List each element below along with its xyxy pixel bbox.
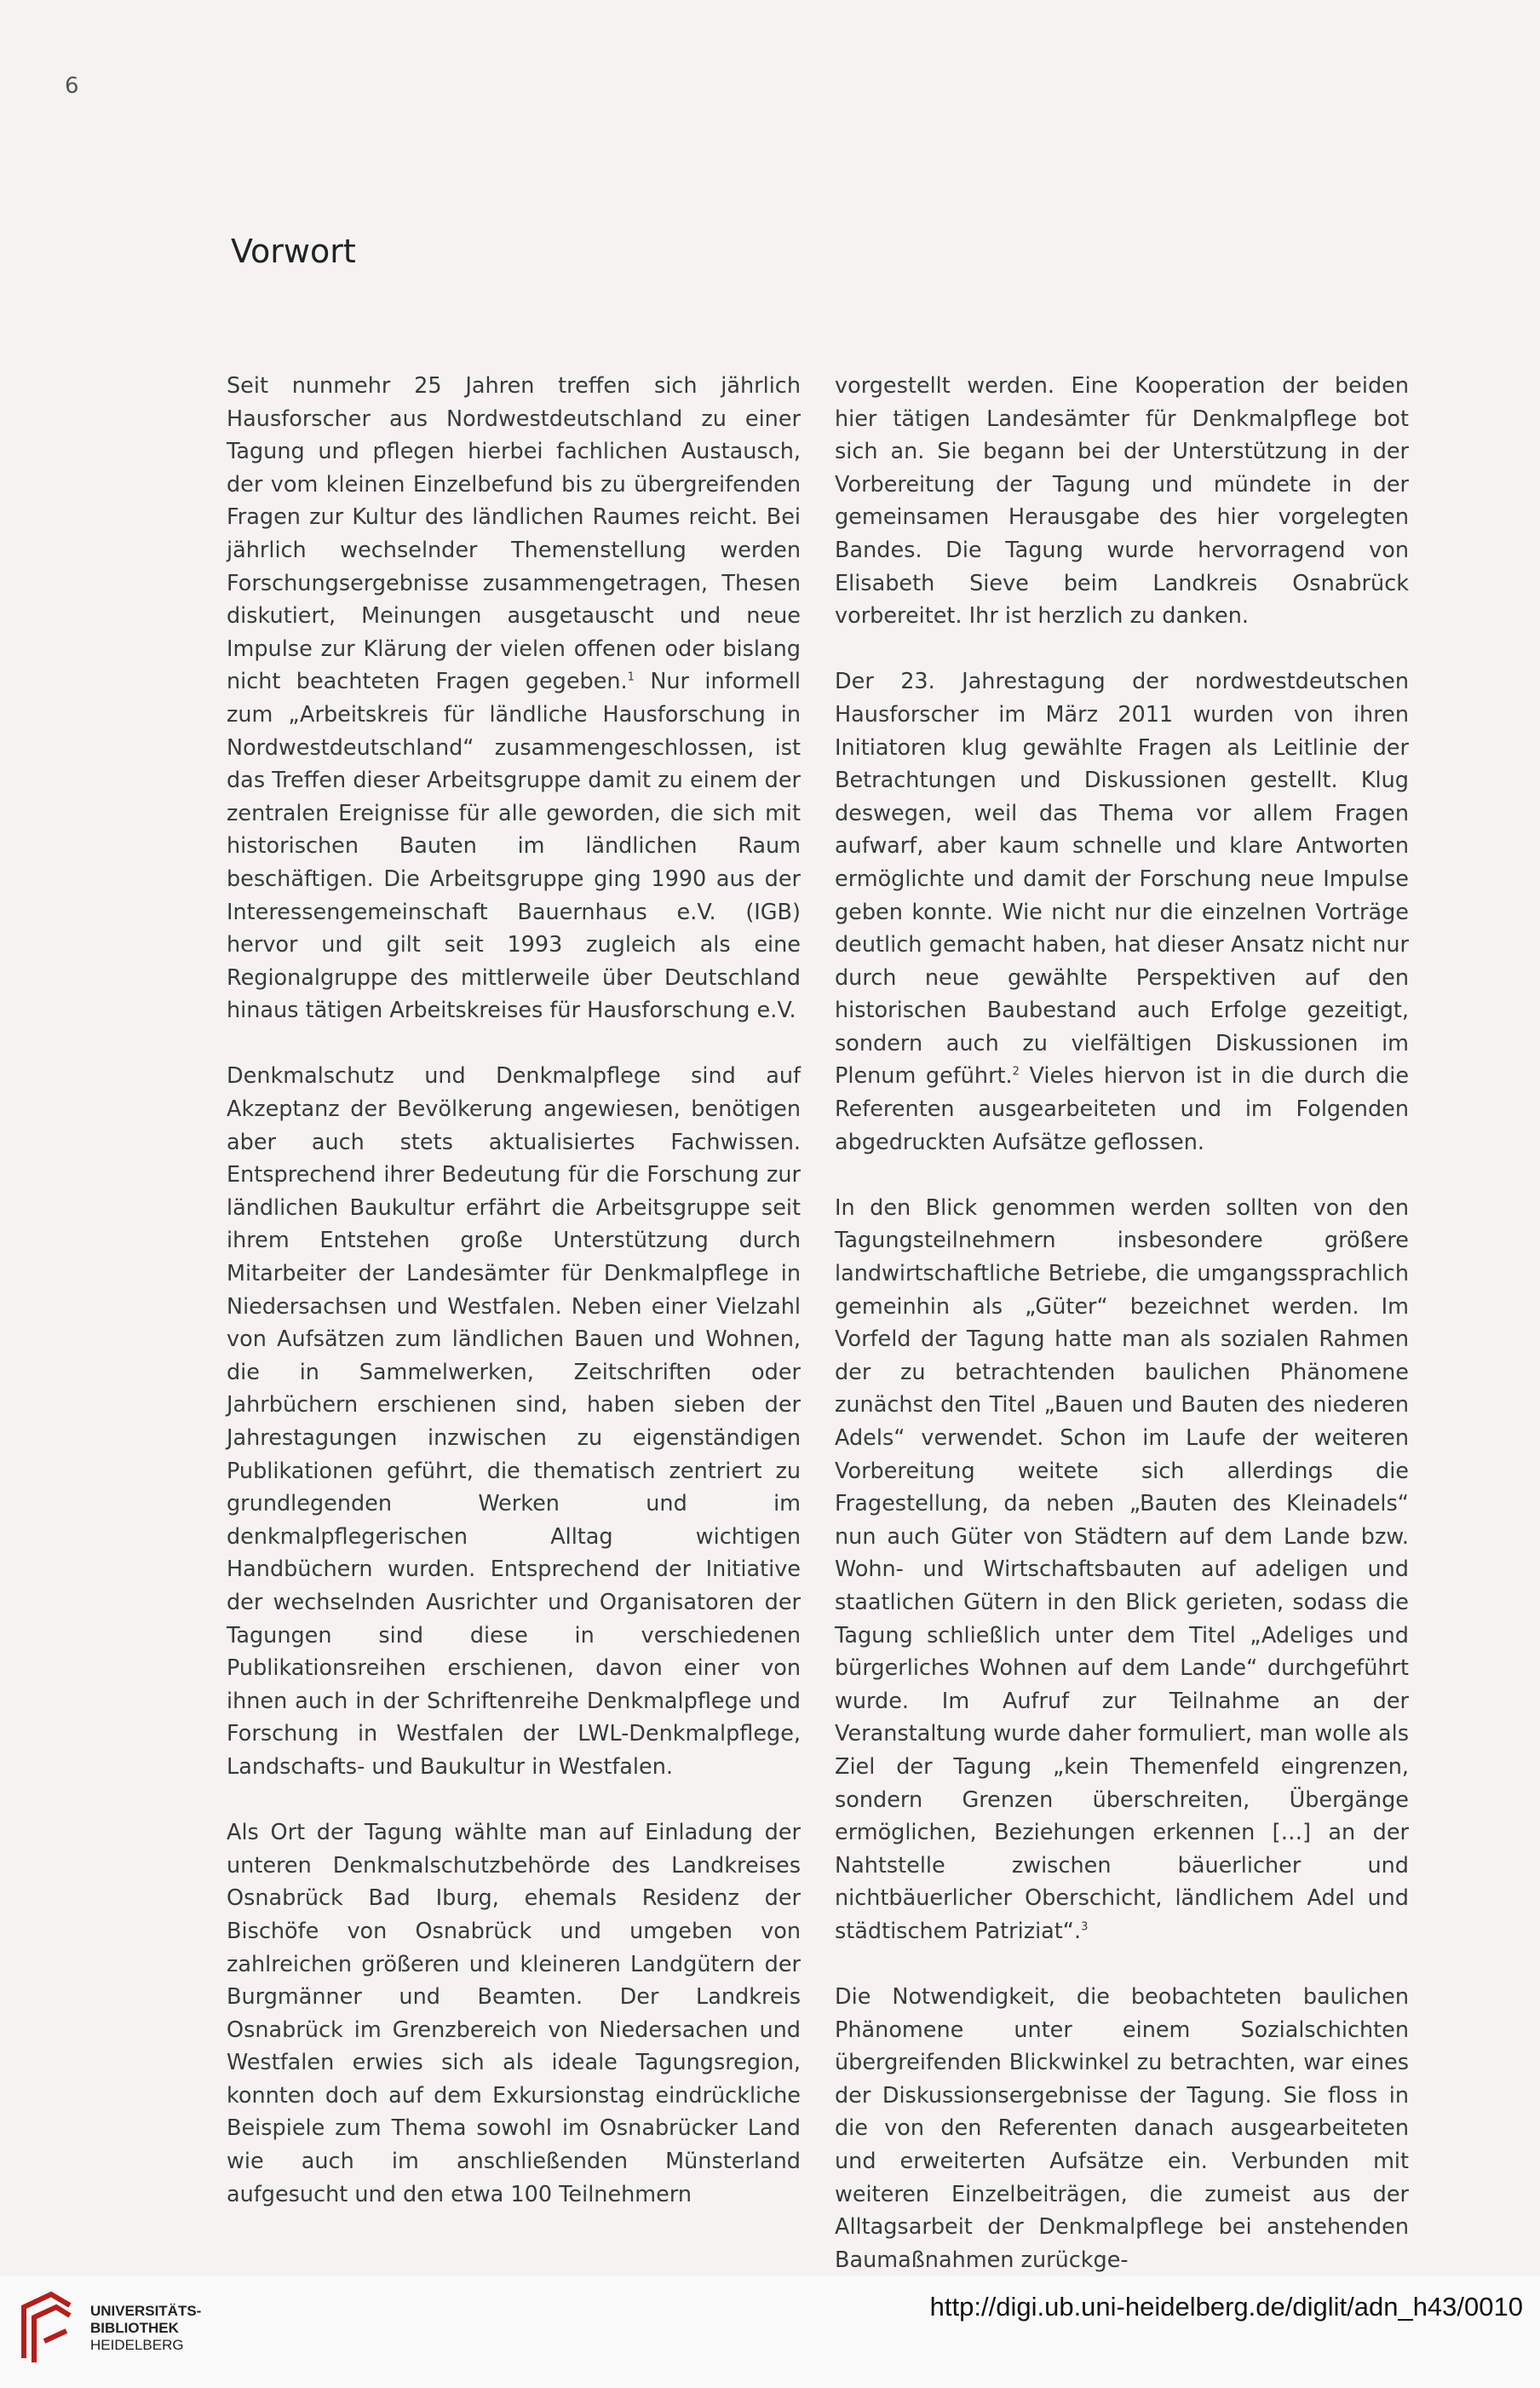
paragraph-text: Als Ort der Tagung wählte man auf Einladung der unteren Denkmalschutzbehörde des Landkreises Osnabrück Bad Iburg, ehemals Residenz der Bischöfe von Osnabrück und umgeben von zahlreichen größeren und kleineren Landgütern der Burgmänner und Beamten. Der Landkreis Osnabrück im Grenzbereich von Niedersachen und Westfalen erwies sich als ideale Tagungsregion, konnten doch auf dem Exkursionstag eindrückliche Beispiele zum Thema sowohl im Osnabrücker Land wie auch im anschließenden Münsterland aufgesucht und den etwa 100 Teilnehmern bbox=[227, 1820, 801, 2207]
paragraph bbox=[227, 370, 801, 1027]
page-title: Vorwort bbox=[231, 233, 356, 270]
page-number: 6 bbox=[65, 73, 79, 99]
library-logo[interactable] bbox=[17, 2290, 201, 2367]
paragraph bbox=[835, 665, 1409, 1159]
paragraph bbox=[835, 1981, 1409, 2276]
paragraph-text: Der 23. Jahrestagung der nordwestdeutschen Hausforscher im März 2011 wurden von ihren Initiatoren klug gewählte Fragen als Leitlinie der Betrachtungen und Diskussionen gestellt. Klug deswegen, weil das Thema vor allem Fragen aufwarf, aber kaum schnelle und klare Antworten ermöglichte und damit der Forschung neue Impulse geben konnte. Wie nicht nur die einzelnen Vorträge deutlich gemacht haben, hat dieser Ansatz nicht nur durch neue gewählte Perspektiven auf den historischen Baubestand auch Erfolge gezeitigt, sondern auch zu vielfältigen Diskussionen im Plenum geführt. bbox=[835, 669, 1409, 1090]
paragraph-text-cont: Vieles hiervon ist in die durch die Referenten ausgearbeiteten und im Folgenden abgedruckten Aufsätze geflossen. bbox=[835, 1063, 1410, 1155]
footnote-ref: 3 bbox=[1081, 1920, 1089, 1934]
logo-line: BIBLIOTHEK bbox=[90, 2320, 179, 2336]
paragraph bbox=[835, 1192, 1409, 1948]
paragraph-text: vorgestellt werden. Eine Kooperation der beiden hier tätigen Landesämter für Denkmalpflege bot sich an. Sie begann bei der Unterstützung in der Vorbereitung der Tagung und mündete in der gemeinsamen Herausgabe des hier vorgelegten Bandes. Die Tagung wurde hervorragend von Elisabeth Sieve beim Landkreis Osnabrück vorbereitet. Ihr ist herzlich zu danken. bbox=[835, 373, 1409, 630]
paragraph bbox=[835, 370, 1409, 633]
paragraph-text: In den Blick genommen werden sollten von den Tagungsteilnehmern insbesondere größere landwirtschaftliche Betriebe, die umgangssprachlich gemeinhin als „Güter“ bezeichnet werden. Im Vorfeld der Tagung hatte man als sozialen Rahmen der zu betrachtenden baulichen Phänomene zunächst den Titel „Bauen und Bauten des niederen Adels“ verwendet. Schon im Laufe der weiteren Vorbereitung weitete sich allerdings die Fragestellung, da neben „Bauten des Kleinadels“ nun auch Güter von Städtern auf dem Lande bzw. Wohn- und Wirtschaftsbauten auf adeligen und staatlichen Gütern in den Blick gerieten, sodass die Tagung schließlich unter dem Titel „Adeliges und bürgerliches Wohnen auf dem Lande“ durchgeführt wurde. Im Aufruf zur Teilnahme an der Veranstaltung wurde daher formuliert, man wolle als Ziel der Tagung „kein Themenfeld eingrenzen, sondern Grenzen überschreiten, Übergänge ermöglichen, Beziehungen erkennen […] an der Nahtstelle zwischen bäuerlicher und nichtbäuerlicher Oberschicht, ländlichem Adel und städtischem Patriziat“. bbox=[835, 1194, 1409, 1944]
paragraph-text-cont: Nur informell zum „Arbeitskreis für ländliche Hausforschung in Nordwestdeutschland“ zusammengeschlossen, ist das Treffen dieser Arbeitsgruppe damit zu einem der zentralen Ereignisse für alle geworden, die sich mit historischen Bauten im ländlichen Raum beschäftigen. Die Arbeitsgruppe ging 1990 aus der Interessengemeinschaft Bauernhaus e.V. (IGB) hervor und gilt seit 1993 zugleich als eine Regionalgruppe des mittlerweile über Deutschland hinaus tätigen Arbeitskreises für Hausforschung e.V. bbox=[227, 669, 801, 1024]
paragraph-text: Seit nunmehr 25 Jahren treffen sich jährlich Hausforscher aus Nordwestdeutschland zu einer Tagung und pflegen hierbei fachlichen Austausch, der vom kleinen Einzelbefund bis zu übergreifenden Fragen zur Kultur des ländlichen Raumes reicht. Bei jährlich wechselnder Themenstellung werden Forschungsergebnisse zusammengetragen, Thesen diskutiert, Meinungen ausgetauscht und neue Impulse zur Klärung der vielen offenen oder bislang nicht beachteten Fragen gegeben. bbox=[227, 373, 801, 695]
paragraph-text: Die Notwendigkeit, die beobachteten baulichen Phänomene unter einem Sozialschichten übergreifenden Blickwinkel zu betrachten, war eines der Diskussionsergebnisse der Tagung. Sie floss in die von den Referenten danach ausgearbeiteten und erweiterten Aufsätze ein. Verbunden mit weiteren Einzelbeiträgen, die zumeist aus der Alltagsarbeit der Denkmalpflege bei anstehenden Baumaßnahmen zurückge- bbox=[835, 1984, 1409, 2273]
paragraph bbox=[227, 1060, 801, 1783]
paragraph-text: Denkmalschutz und Denkmalpflege sind auf Akzeptanz der Bevölkerung angewiesen, benötigen aber auch stets aktualisiertes Fachwissen. Entsprechend ihrer Bedeutung für die Forschung zur ländlichen Baukultur erfährt die Arbeitsgruppe seit ihrem Entstehen große Unterstützung durch Mitarbeiter der Landesämter für Denkmalpflege in Niedersachsen und Westfalen. Neben einer Vielzahl von Aufsätzen zum ländlichen Bauen und Wohnen, die in Sammelwerken, Zeitschriften oder Jahrbüchern erschienen sind, haben sieben der Jahrestagungen inzwischen zu eigenständigen Publikationen geführt, die thematisch zentriert zu grundlegenden Werken und im denkmalpflegerischen Alltag wichtigen Handbüchern wurden. Entsprechend der Initiative der wechselnden Ausrichter und Organisatoren der Tagungen sind diese in verschiedenen Publikationsreihen erschienen, davon einer von ihnen auch in der Schriftenreihe Denkmalpflege und Forschung in Westfalen der LWL-Denkmalpflege, Landschafts- und Baukultur in Westfalen. bbox=[227, 1063, 801, 1780]
library-logo-icon bbox=[17, 2290, 77, 2367]
right-column bbox=[835, 370, 1409, 2310]
footnote-ref: 1 bbox=[627, 670, 635, 684]
logo-line: UNIVERSITÄTS- bbox=[90, 2303, 202, 2319]
source-url-link[interactable]: http://digi.ub.uni-heidelberg.de/diglit/adn_h43/0010 bbox=[929, 2292, 1523, 2322]
paragraph bbox=[227, 1816, 801, 2211]
left-column bbox=[227, 370, 801, 2244]
library-logo-text bbox=[90, 2303, 201, 2354]
footnote-ref: 2 bbox=[1012, 1065, 1020, 1079]
logo-line: HEIDELBERG bbox=[90, 2337, 184, 2353]
